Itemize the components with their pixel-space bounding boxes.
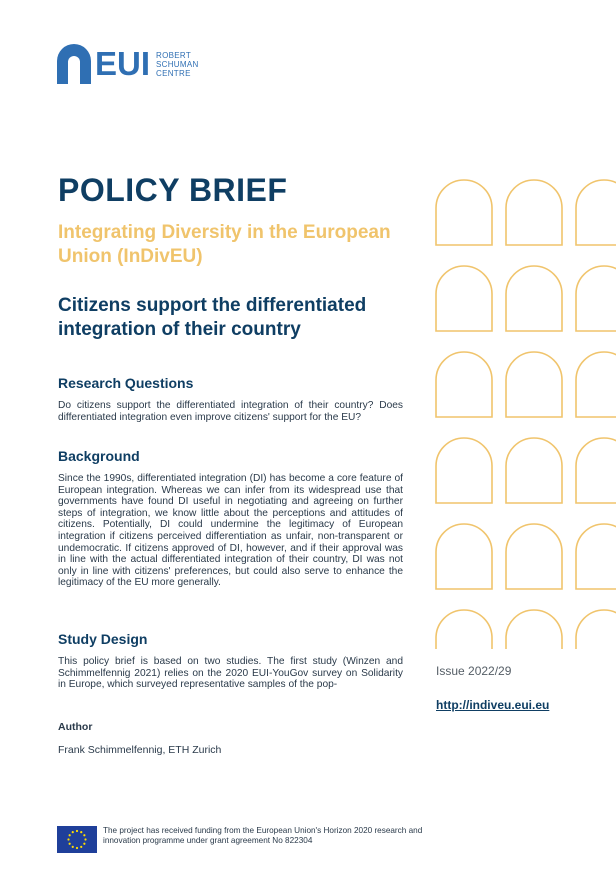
eu-star [72,831,74,833]
arch-shape [436,352,492,417]
funding-text: The project has received funding from the European Union's Horizon 2020 research and innovation programme under grant agreement No 822304 [103,826,423,845]
arch-shape [506,180,562,245]
logo-sub-line: ROBERT [156,50,192,60]
eu-star [80,831,82,833]
arch-shape [576,180,616,245]
funding-notice [57,826,423,853]
arch-shape [576,524,616,589]
arch-shape [506,266,562,331]
section-body: Do citizens support the differentiated integration of their country? Does differentiated integration even improve citizens' support for the EU? [58,400,403,423]
section-body: This policy brief is based on two studies. The first study (Winzen and Schimmelfennig 2021) relies on the 2020 EUI-YouGov survey on Solidarity in Europe, which surveyed representative samples of the pop- [58,656,403,691]
eu-star [72,846,74,848]
section-background [58,448,403,589]
eu-star [80,846,82,848]
eu-star [76,830,78,832]
project-link[interactable]: http://indiveu.eui.eu [436,698,550,712]
eu-star [69,834,71,836]
eu-star [69,843,71,845]
section-heading: Study Design [58,631,148,647]
arch-shape [506,438,562,503]
eu-star [76,847,78,849]
eui-arch-icon [57,44,91,84]
issue-number: Issue 2022/29 [436,664,512,678]
section-body: Since the 1990s, differentiated integration (DI) has become a core feature of European integration. Whereas we can infer from its widespread use that governments have found DI useful in negotiating and agreeing on further steps of integration, we know little about the perceptions and attitudes of citizens. Potentially, DI could undermine the legitimacy of European integration if citizens perceived differentiation as unfair, non-transparent or undemocratic. If citizens approved of DI, however, and if their approval was in line with the actual differentiated integration of their country, DI was not only in line with citizens' preferences, but could also serve to enhance the legitimacy of the EU more generally. [58,473,403,589]
author-label: Author [58,721,93,733]
eui-logo [57,44,206,84]
arch-shape [436,180,492,245]
arch-shape [436,438,492,503]
document-title: POLICY BRIEF [58,172,288,208]
logo-sub-line: SCHUMAN [156,59,199,69]
eu-star [67,838,69,840]
section-research-questions [58,375,403,423]
eu-star [83,834,85,836]
arch-shape [576,266,616,331]
eu-star [84,838,86,840]
author-name: Frank Schimmelfennig, ETH Zurich [58,744,222,756]
logo-subtitle [156,51,206,78]
decorative-arch-pattern [435,179,616,649]
eu-star [83,843,85,845]
arch-shape [506,610,562,649]
arch-shape [506,352,562,417]
brief-headline: Citizens support the differentiated integration of their country [58,295,367,340]
section-study-design [58,631,403,691]
arch-shape [506,524,562,589]
eu-flag-icon [57,826,97,853]
arch-shape [436,610,492,649]
arch-shape [576,352,616,417]
arch-shape [576,610,616,649]
section-heading: Research Questions [58,375,194,391]
project-title: Integrating Diversity in the European Union (InDivEU) [58,222,391,267]
section-heading: Background [58,448,140,464]
arch-shape [436,524,492,589]
logo-sub-line: CENTRE [156,68,191,78]
arch-shape [576,438,616,503]
arch-shape [436,266,492,331]
logo-wordmark: EUI [95,45,151,82]
